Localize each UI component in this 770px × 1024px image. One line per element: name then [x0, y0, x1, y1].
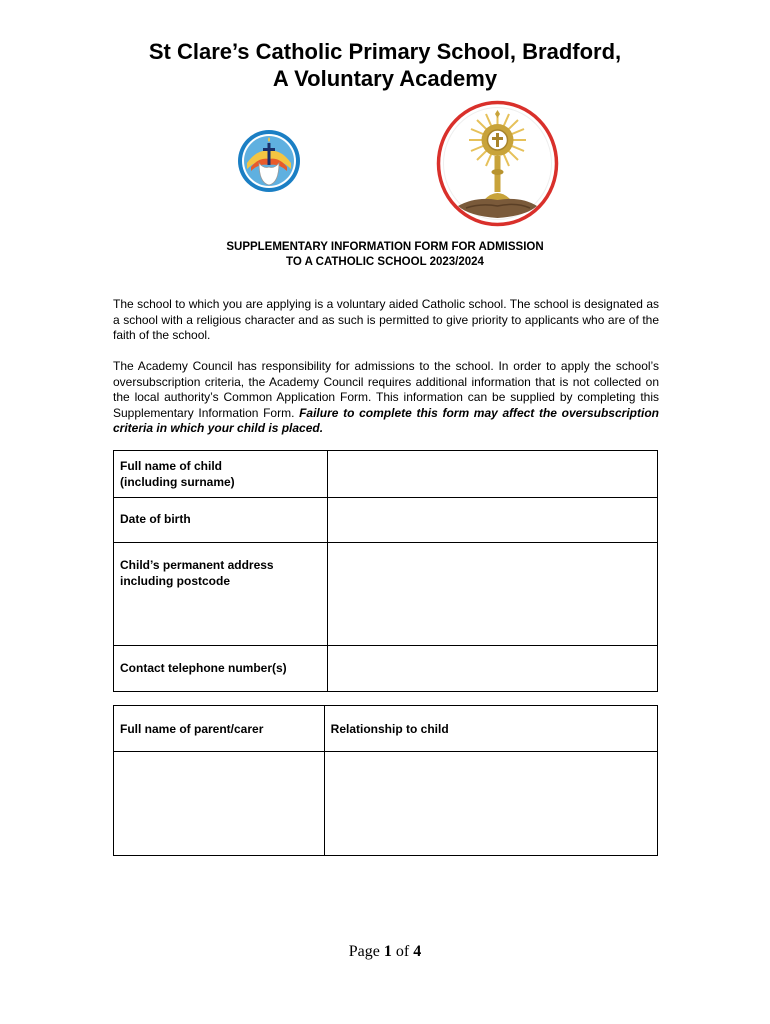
address-field[interactable] [327, 543, 657, 646]
child-details-table [113, 450, 658, 692]
phone-label: Contact telephone number(s) [114, 646, 328, 692]
council-paragraph-text: The Academy Council has responsibility for admissions to the school. In order to apply the school’s oversubscription criteria, the Academy Council requires additional information that is not collected on the local authority’s Common Application Form. This information can be supplied by completing this Supplementary Information Form. [113, 359, 659, 420]
page-label: Page [348, 943, 380, 960]
form-heading-line-1: SUPPLEMENTARY INFORMATION FORM FOR ADMISSION [226, 241, 544, 253]
address-label-line-1: Child’s permanent address [120, 558, 274, 572]
page-number [0, 943, 770, 961]
table-row [114, 706, 658, 752]
council-paragraph [113, 359, 659, 437]
phone-field[interactable] [327, 646, 657, 692]
child-name-label [114, 451, 328, 498]
relationship-field[interactable] [324, 752, 657, 856]
address-label [114, 543, 328, 646]
diocese-logo-icon [237, 129, 301, 193]
form-heading-line-2: TO A CATHOLIC SCHOOL 2023/2024 [286, 256, 484, 268]
table-row [114, 646, 658, 692]
child-name-field[interactable] [327, 451, 657, 498]
child-name-label-line-1: Full name of child [120, 459, 223, 473]
monstrance-logo-icon [436, 100, 559, 227]
relationship-header: Relationship to child [324, 706, 657, 752]
address-label-line-2: including postcode [120, 573, 230, 588]
title-line-1: St Clare’s Catholic Primary School, Bradford, [148, 39, 622, 64]
form-heading [0, 240, 770, 270]
table-row [114, 752, 658, 856]
parent-name-field[interactable] [114, 752, 325, 856]
parent-details-table [113, 705, 658, 856]
page-title [0, 38, 770, 92]
of-label: of [395, 943, 410, 960]
dob-field[interactable] [327, 498, 657, 543]
table-row [114, 543, 658, 646]
child-name-label-line-2: (including surname) [120, 474, 235, 489]
failure-warning: Failure to complete this form may affect the oversubscription criteria in which your child is placed. [113, 405, 659, 435]
intro-paragraph: The school to which you are applying is a voluntary aided Catholic school. The school is designated as a school with a religious character and as such is permitted to give priority to applicants who are of the faith of the school. [113, 297, 659, 342]
table-row [114, 498, 658, 543]
table-row [114, 451, 658, 498]
page-total: 4 [413, 943, 422, 960]
dob-label: Date of birth [114, 498, 328, 543]
parent-name-header: Full name of parent/carer [114, 706, 325, 752]
page-current: 1 [383, 943, 392, 960]
title-line-2: A Voluntary Academy [272, 66, 498, 91]
